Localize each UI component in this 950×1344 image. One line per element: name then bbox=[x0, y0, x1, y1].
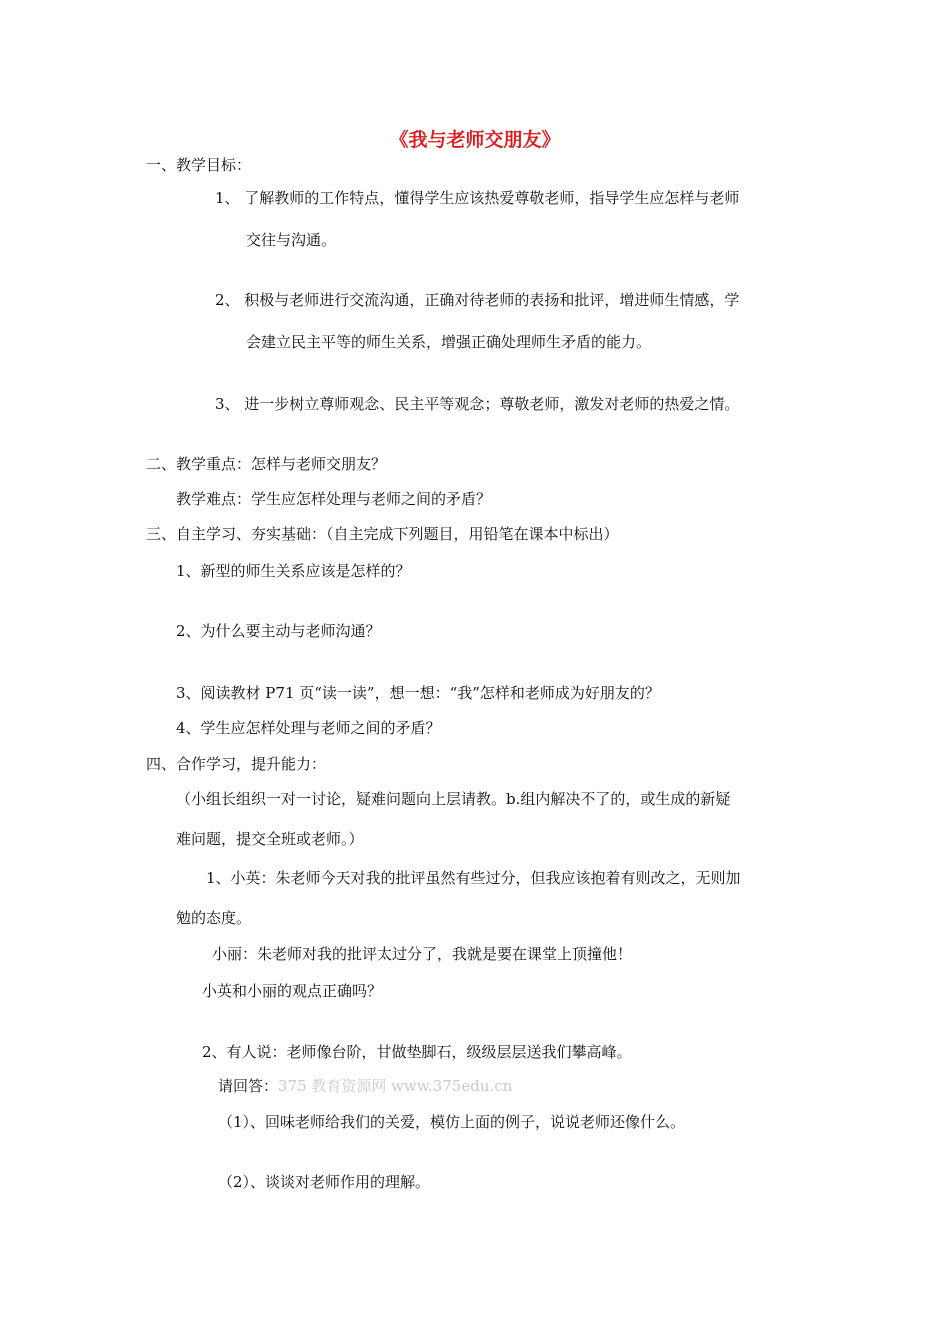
goal-1-line-2: 交往与沟通。 bbox=[246, 231, 337, 249]
group-note-line-1: （小组长组织一对一讨论，疑难问题向上层请教。b.组内解决不了的，或生成的新疑 bbox=[176, 790, 731, 808]
difficulty-point: 教学难点：学生应怎样处理与老师之间的矛盾？ bbox=[176, 490, 492, 508]
case-1-line-1: 1、小英：朱老师今天对我的批评虽然有些过分，但我应该抱着有则改之，无则加 bbox=[206, 869, 741, 887]
section-3-heading: 三、自主学习、夯实基础：（自主完成下列题目，用铅笔在课本中标出） bbox=[146, 525, 619, 543]
section-4-heading: 四、合作学习，提升能力： bbox=[146, 755, 327, 773]
case-1-line-2: 勉的态度。 bbox=[176, 909, 252, 927]
question-1: 1、新型的师生关系应该是怎样的？ bbox=[176, 562, 411, 580]
sub-question-2: （2）、谈谈对老师作用的理解。 bbox=[218, 1173, 431, 1191]
question-2: 2、为什么要主动与老师沟通？ bbox=[176, 622, 381, 640]
question-3: 3、阅读教材 P71 页“读一读”，想一想：“我”怎样和老师成为好朋友的？ bbox=[176, 684, 660, 702]
goal-2-line-2: 会建立民主平等的师生关系，增强正确处理师生矛盾的能力。 bbox=[246, 333, 652, 351]
case-2: 2、有人说：老师像台阶，甘做垫脚石，级级层层送我们攀高峰。 bbox=[202, 1043, 632, 1061]
goal-2-line-1: 2、 积极与老师进行交流沟通，正确对待老师的表扬和批评，增进师生情感，学 bbox=[215, 291, 740, 309]
goal-1-line-1: 1、 了解教师的工作特点，懂得学生应该热爱尊敬老师，指导学生应怎样与老师 bbox=[215, 189, 740, 207]
answer-prompt bbox=[218, 1076, 512, 1096]
question-4: 4、学生应怎样处理与老师之间的矛盾？ bbox=[176, 719, 441, 737]
sub-question-1: （1）、回味老师给我们的关爱，模仿上面的例子，说说老师还像什么。 bbox=[218, 1113, 686, 1131]
answer-prefix: 请回答： bbox=[218, 1077, 279, 1095]
watermark-text: 375 教育资源网 www.375edu.cn bbox=[278, 1077, 513, 1095]
case-1-xiaoli: 小丽：朱老师对我的批评太过分了，我就是要在课堂上顶撞他！ bbox=[212, 945, 633, 963]
goal-3: 3、 进一步树立尊师观念、民主平等观念；尊敬老师，激发对老师的热爱之情。 bbox=[215, 395, 740, 413]
group-note-line-2: 难问题，提交全班或老师。） bbox=[176, 830, 364, 848]
case-1-question: 小英和小丽的观点正确吗？ bbox=[202, 982, 383, 1000]
document-title: 《我与老师交朋友》 bbox=[389, 129, 561, 151]
section-2-heading: 二、教学重点：怎样与老师交朋友？ bbox=[146, 455, 387, 473]
section-1-heading: 一、教学目标： bbox=[146, 156, 252, 174]
